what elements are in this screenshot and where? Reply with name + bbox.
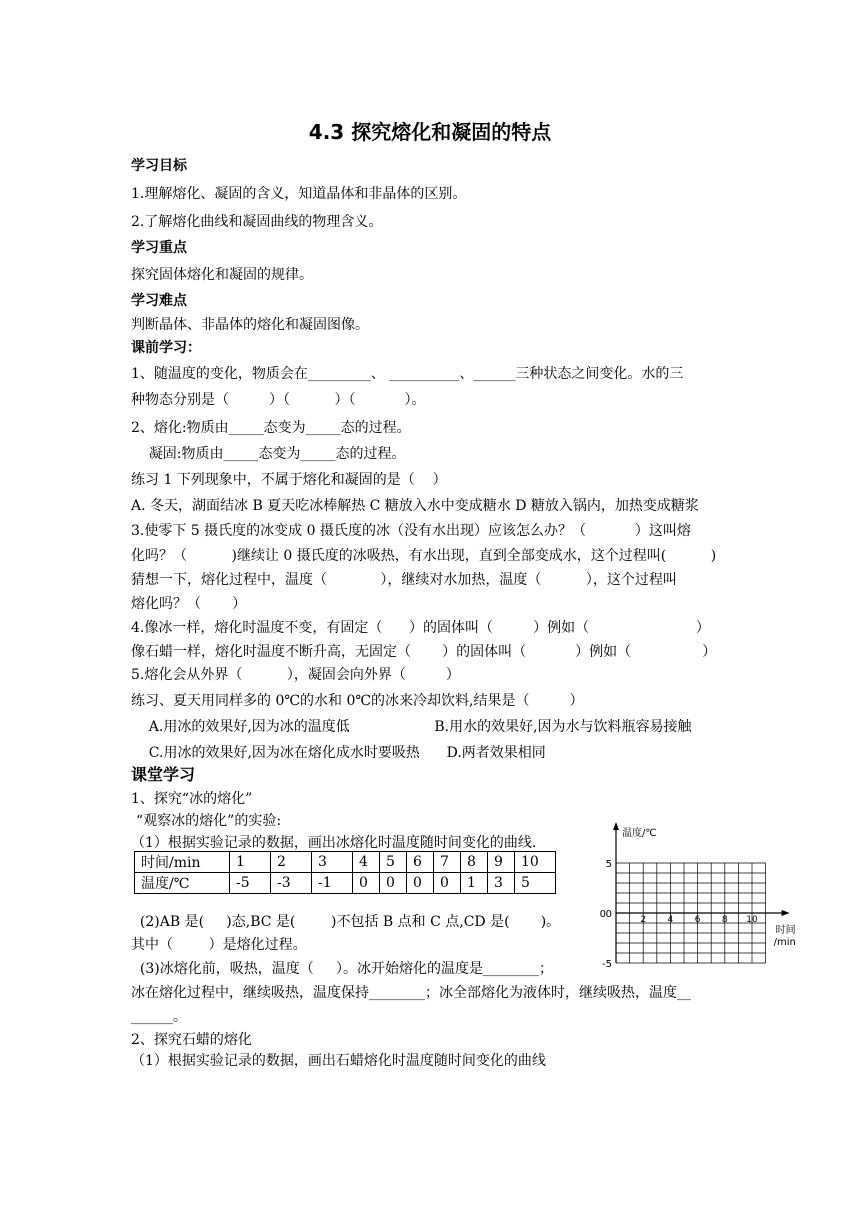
- text-line: 4.像冰一样，熔化时温度不变，有固定（ ）的固体叫（ ）例如（ ）: [131, 620, 710, 636]
- x-tick-label: 2: [640, 915, 647, 925]
- x-axis-arrow: [782, 910, 790, 916]
- text-line: 学习难点: [131, 293, 187, 309]
- text-line: (3)冰熔化前，吸热，温度（ ）。冰开始熔化的温度是________；: [131, 961, 553, 977]
- table-cell: 0: [353, 873, 380, 894]
- table-cell: 0: [434, 873, 461, 894]
- y-axis-label: 温度/℃: [622, 828, 657, 839]
- text-line: 1、探究“冰的熔化”: [131, 791, 253, 807]
- text-line: 冰在熔化过程中，继续吸热，温度保持________；冰全部熔化为液体时，继续吸热，温度__: [131, 985, 691, 1001]
- table-cell: 5: [515, 873, 556, 894]
- x-axis-label: 时间: [775, 925, 796, 936]
- text-line: 猜想一下，熔化过程中，温度（ ），继续对水加热，温度（ ），这个过程叫: [131, 572, 677, 588]
- y-tick-label: -5: [602, 959, 612, 970]
- table-cell: 5: [380, 852, 407, 873]
- table-cell: 0: [380, 873, 407, 894]
- text-line: “观察冰的熔化”的实验:: [136, 813, 282, 829]
- table-cell: -1: [312, 873, 353, 894]
- table-cell: 10: [515, 852, 556, 873]
- text-line: 1、随温度的变化，物质会在_________、 __________、______三种状态之间变化。水的三: [131, 366, 684, 382]
- table-cell: 6: [407, 852, 434, 873]
- y-tick-label: 5: [605, 859, 612, 870]
- table-cell: 3: [312, 852, 353, 873]
- text-line: 探究固体熔化和凝固的规律。: [131, 267, 313, 283]
- table-cell: 3: [488, 873, 515, 894]
- x-tick-label: 10: [746, 915, 758, 925]
- table-cell: 温度/℃: [135, 873, 230, 894]
- text-line: 2.了解熔化曲线和凝固曲线的物理含义。: [131, 214, 383, 230]
- table-cell: 9: [488, 852, 515, 873]
- text-line: (2)AB 是( )态,BC 是( )不包括 B 点和 C 点,CD 是( )。: [131, 914, 561, 930]
- table-cell: -5: [230, 873, 271, 894]
- text-line: 化吗？（ )继续让 0 摄氏度的冰吸热，有水出现，直到全部变成水，这个过程叫( ): [131, 548, 717, 564]
- table-cell: 4: [353, 852, 380, 873]
- text-line: 学习重点: [131, 240, 187, 256]
- text-line: A.用冰的效果好,因为冰的温度低 B.用水的效果好,因为水与饮料瓶容易接触: [131, 719, 692, 735]
- text-line: 5.熔化会从外界（ ），凝固会向外界（ ）: [131, 667, 460, 683]
- table-cell: 7: [434, 852, 461, 873]
- text-line: 判断晶体、非晶体的熔化和凝固图像。: [131, 317, 369, 333]
- text-line: 2、熔化:物质由_____态变为_____态的过程。: [131, 420, 411, 436]
- text-line: 课堂学习: [131, 765, 196, 784]
- y-tick-label: 0: [605, 909, 612, 920]
- x-tick-label: 4: [667, 915, 674, 925]
- text-line: 其中（ ）是熔化过程。: [131, 937, 307, 953]
- text-line: A. 冬天，湖面结冰 B 夏天吃冰棒解热 C 糖放入水中变成糖水 D 糖放入锅内，加热变成糖浆: [131, 498, 699, 514]
- x-axis-unit: /min: [773, 937, 796, 948]
- text-line: 2、探究石蜡的熔化: [131, 1032, 252, 1048]
- text-line: 像石蜡一样，熔化时温度不断升高，无固定（ ）的固体叫（ ）例如（ ）: [131, 644, 717, 660]
- table-row: [135, 873, 556, 894]
- table-cell: 时间/min: [135, 852, 230, 873]
- table-cell: 2: [271, 852, 312, 873]
- y-axis-arrow: [613, 822, 619, 830]
- x-tick-label: 6: [694, 915, 701, 925]
- text-line: 3.使零下 5 摄氏度的冰变成 0 摄氏度的冰（没有水出现）应该怎么办？（ ）这叫熔: [131, 523, 691, 539]
- text-line: 1.理解熔化、凝固的含义，知道晶体和非晶体的区别。: [131, 186, 467, 202]
- x-tick-label: 8: [721, 915, 728, 925]
- text-line: C.用冰的效果好,因为冰在熔化成水时要吸热 D.两者效果相同: [131, 745, 546, 761]
- table-cell: -3: [271, 873, 312, 894]
- temperature-time-grid: [590, 820, 796, 980]
- table-row: [135, 852, 556, 873]
- text-line: 凝固:物质由_____态变为_____态的过程。: [131, 446, 406, 462]
- text-line: 学习目标: [131, 158, 187, 174]
- text-line: 熔化吗？（ ）: [131, 596, 247, 612]
- table-cell: 8: [461, 852, 488, 873]
- text-line: 练习 1 下列现象中，不属于熔化和凝固的是（ ）: [131, 472, 447, 488]
- text-line: （1）根据实验记录的数据，画出冰熔化时温度随时间变化的曲线.: [131, 835, 537, 851]
- ice-melting-data-table: [134, 851, 556, 894]
- table-cell: 0: [407, 873, 434, 894]
- text-line: 种物态分别是（ ）（ ）（ ）。: [131, 392, 426, 408]
- text-line: ______。: [131, 1009, 187, 1025]
- table-cell: 1: [230, 852, 271, 873]
- table-cell: 1: [461, 873, 488, 894]
- origin-label: 0: [599, 909, 606, 920]
- page-title: 4.3 探究熔化和凝固的特点: [308, 120, 552, 144]
- text-line: 练习、夏天用同样多的 0℃的水和 0℃的冰来冷却饮料,结果是（ ）: [131, 693, 584, 709]
- text-line: （1）根据实验记录的数据，画出石蜡熔化时温度随时间变化的曲线: [131, 1053, 546, 1069]
- text-line: 课前学习：: [131, 340, 201, 356]
